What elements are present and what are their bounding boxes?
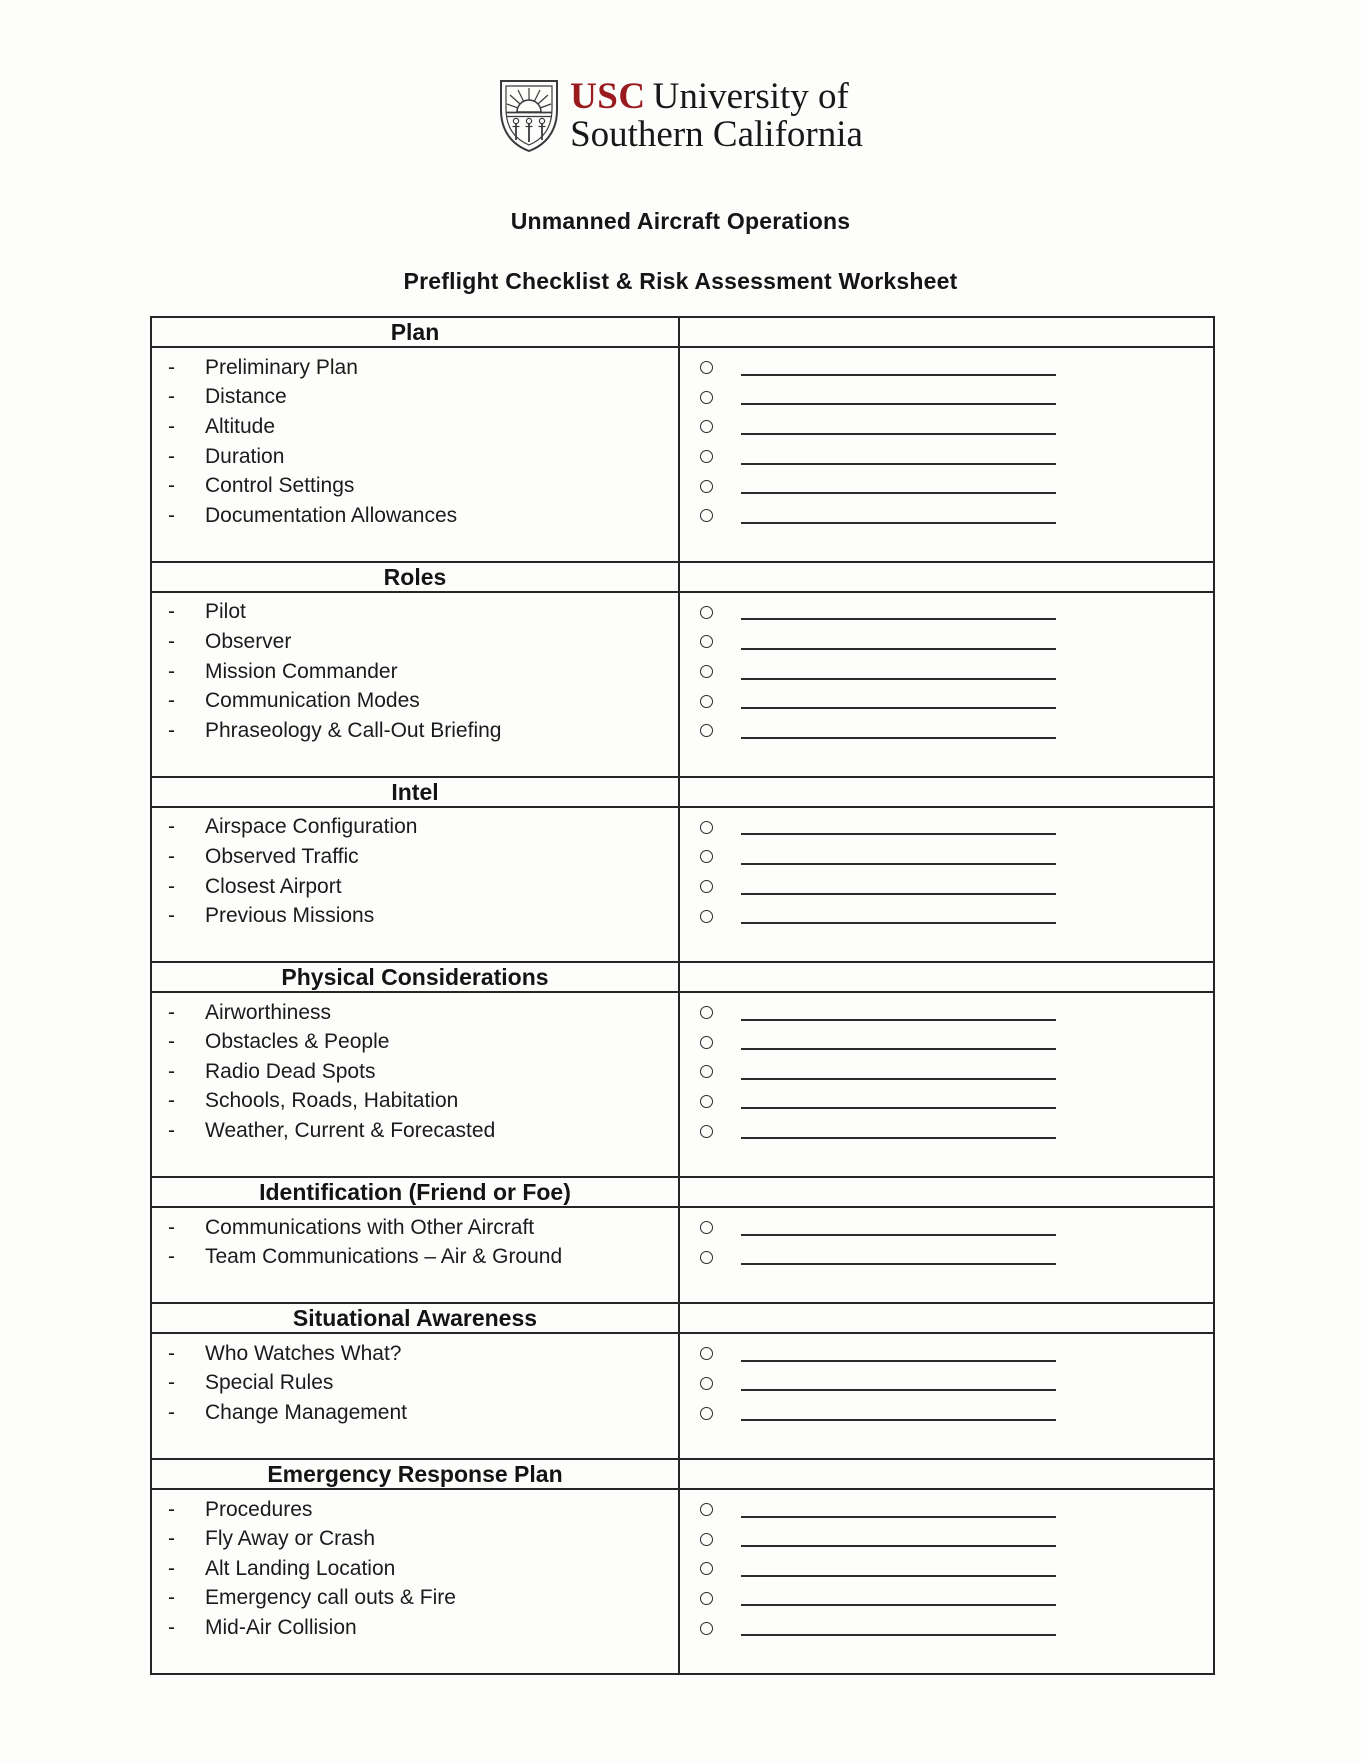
checklist-item [152, 872, 678, 902]
dash-bullet-icon: - [168, 1215, 175, 1239]
section-body-row [152, 1208, 1213, 1302]
dash-bullet-icon: - [168, 444, 175, 468]
section-answer-list [680, 348, 1213, 561]
checklist-section [152, 561, 1213, 776]
answer-slot [680, 1584, 1213, 1614]
dash-bullet-icon: - [168, 385, 175, 409]
answer-slot [680, 1613, 1213, 1643]
checklist-item [152, 353, 678, 383]
checklist-item [152, 813, 678, 843]
section-title: Intel [152, 778, 680, 806]
circle-bullet-icon [700, 1251, 713, 1264]
checklist-item-label: Procedures [205, 1497, 313, 1521]
answer-slot [680, 598, 1213, 628]
section-answer-list [680, 1208, 1213, 1302]
blank-answer-line [741, 678, 1056, 680]
checklist-item-label: Weather, Current & Forecasted [205, 1119, 496, 1143]
answer-slot [680, 1398, 1213, 1428]
blank-answer-line [741, 1604, 1056, 1606]
circle-bullet-icon [700, 724, 713, 737]
circle-bullet-icon [700, 821, 713, 834]
blank-answer-line [741, 492, 1056, 494]
checklist-item [152, 1524, 678, 1554]
blank-answer-line [741, 1019, 1056, 1021]
circle-bullet-icon [700, 450, 713, 463]
checklist-item [152, 686, 678, 716]
checklist-item-label: Mission Commander [205, 659, 398, 683]
checklist-item [152, 383, 678, 413]
circle-bullet-icon [700, 1221, 713, 1234]
dash-bullet-icon: - [168, 1000, 175, 1024]
blank-answer-line [741, 522, 1056, 524]
section-body-row [152, 1490, 1213, 1673]
university-name-line2: Southern California [570, 114, 863, 155]
section-item-list [152, 1490, 680, 1673]
answer-slot [680, 1242, 1213, 1272]
checklist-item [152, 1339, 678, 1369]
answer-slot [680, 1087, 1213, 1117]
checklist-item-label: Phraseology & Call-Out Briefing [205, 718, 502, 742]
dash-bullet-icon: - [168, 414, 175, 438]
dash-bullet-icon: - [168, 1030, 175, 1054]
section-item-list [152, 808, 680, 961]
circle-bullet-icon [700, 509, 713, 522]
circle-bullet-icon [700, 1407, 713, 1420]
checklist-item-label: Airspace Configuration [205, 815, 418, 839]
circle-bullet-icon [700, 606, 713, 619]
dash-bullet-icon: - [168, 1059, 175, 1083]
checklist-item-label: Mid-Air Collision [205, 1616, 357, 1640]
checklist-item-label: Airworthiness [205, 1000, 332, 1024]
dash-bullet-icon: - [168, 474, 175, 498]
checklist-item-label: Communication Modes [205, 689, 420, 713]
circle-bullet-icon [700, 695, 713, 708]
checklist-item-label: Obstacles & People [205, 1030, 390, 1054]
blank-answer-line [741, 1078, 1056, 1080]
answer-slot [680, 998, 1213, 1028]
circle-bullet-icon [700, 1533, 713, 1546]
checklist-item-label: Documentation Allowances [205, 503, 458, 527]
checklist-item [152, 657, 678, 687]
checklist-item [152, 501, 678, 531]
usc-wordmark [570, 78, 863, 154]
section-header-row [152, 318, 1213, 348]
circle-bullet-icon [700, 635, 713, 648]
section-header-row [152, 1458, 1213, 1490]
checklist-item [152, 716, 678, 746]
section-title: Physical Considerations [152, 963, 680, 991]
dash-bullet-icon: - [168, 659, 175, 683]
blank-answer-line [741, 1419, 1056, 1421]
answer-slot [680, 627, 1213, 657]
checklist-section [152, 1302, 1213, 1458]
section-answer-list [680, 1490, 1213, 1673]
section-title: Roles [152, 563, 680, 591]
section-item-list [152, 1208, 680, 1302]
checklist-item [152, 1213, 678, 1243]
dash-bullet-icon: - [168, 1616, 175, 1640]
usc-shield-icon [498, 78, 560, 154]
circle-bullet-icon [700, 1036, 713, 1049]
circle-bullet-icon [700, 1377, 713, 1390]
checklist-item-label: Alt Landing Location [205, 1556, 396, 1580]
circle-bullet-icon [700, 420, 713, 433]
checklist-section [152, 1176, 1213, 1302]
dash-bullet-icon: - [168, 1341, 175, 1365]
answer-slot [680, 1028, 1213, 1058]
checklist-item [152, 842, 678, 872]
checklist-item-label: Emergency call outs & Fire [205, 1586, 456, 1610]
dash-bullet-icon: - [168, 1556, 175, 1580]
answer-slot [680, 657, 1213, 687]
checklist-section [152, 1458, 1213, 1673]
checklist-item [152, 1554, 678, 1584]
circle-bullet-icon [700, 1125, 713, 1138]
answer-slot [680, 1369, 1213, 1399]
blank-answer-line [741, 1048, 1056, 1050]
answer-slot [680, 872, 1213, 902]
answer-slot [680, 1554, 1213, 1584]
usc-acronym: USC [570, 76, 646, 117]
blank-answer-line [741, 1107, 1056, 1109]
checklist-item [152, 598, 678, 628]
document-title: Unmanned Aircraft Operations [510, 208, 851, 234]
circle-bullet-icon [700, 880, 713, 893]
checklist-item-label: Special Rules [205, 1371, 334, 1395]
section-item-list [152, 593, 680, 776]
checklist-item-label: Fly Away or Crash [205, 1527, 375, 1551]
blank-answer-line [741, 922, 1056, 924]
answer-slot [680, 813, 1213, 843]
blank-answer-line [741, 433, 1056, 435]
blank-answer-line [741, 618, 1056, 620]
section-answer-list [680, 1334, 1213, 1458]
section-body-row [152, 593, 1213, 776]
circle-bullet-icon [700, 1065, 713, 1078]
checklist-item [152, 1398, 678, 1428]
section-header-row [152, 776, 1213, 808]
answer-slot [680, 1116, 1213, 1146]
dash-bullet-icon: - [168, 600, 175, 624]
answer-slot [680, 501, 1213, 531]
checklist-item-label: Previous Missions [205, 904, 375, 928]
section-header-row [152, 561, 1213, 593]
university-name-line1: University of [652, 76, 849, 117]
section-body-row [152, 808, 1213, 961]
circle-bullet-icon [700, 1006, 713, 1019]
section-header-blank-cell [680, 318, 1213, 346]
section-header-row [152, 1176, 1213, 1208]
blank-answer-line [741, 833, 1056, 835]
circle-bullet-icon [700, 1592, 713, 1605]
checklist-item [152, 1613, 678, 1643]
section-answer-list [680, 593, 1213, 776]
blank-answer-line [741, 1545, 1056, 1547]
checklist-item [152, 1369, 678, 1399]
answer-slot [680, 1339, 1213, 1369]
dash-bullet-icon: - [168, 1401, 175, 1425]
checklist-item-label: Communications with Other Aircraft [205, 1215, 535, 1239]
blank-answer-line [741, 1575, 1056, 1577]
section-header-row [152, 961, 1213, 993]
checklist-item-label: Duration [205, 444, 285, 468]
checklist-item [152, 471, 678, 501]
checklist-item [152, 998, 678, 1028]
blank-answer-line [741, 1263, 1056, 1265]
dash-bullet-icon: - [168, 1497, 175, 1521]
checklist-item-label: Pilot [205, 600, 246, 624]
answer-slot [680, 1524, 1213, 1554]
circle-bullet-icon [700, 480, 713, 493]
answer-slot [680, 1213, 1213, 1243]
blank-answer-line [741, 863, 1056, 865]
checklist-item [152, 1028, 678, 1058]
checklist-item-label: Preliminary Plan [205, 355, 358, 379]
section-body-row [152, 993, 1213, 1176]
answer-slot [680, 412, 1213, 442]
blank-answer-line [741, 1634, 1056, 1636]
circle-bullet-icon [700, 391, 713, 404]
section-header-row [152, 1302, 1213, 1334]
section-answer-list [680, 808, 1213, 961]
blank-answer-line [741, 707, 1056, 709]
dash-bullet-icon: - [168, 904, 175, 928]
circle-bullet-icon [700, 1503, 713, 1516]
blank-answer-line [741, 1234, 1056, 1236]
checklist-item-label: Distance [205, 385, 287, 409]
checklist-item [152, 1057, 678, 1087]
checklist-item [152, 1495, 678, 1525]
section-header-blank-cell [680, 778, 1213, 806]
section-title: Situational Awareness [152, 1304, 680, 1332]
checklist-item [152, 1116, 678, 1146]
checklist-item-label: Change Management [205, 1401, 407, 1425]
section-answer-list [680, 993, 1213, 1176]
circle-bullet-icon [700, 1095, 713, 1108]
checklist-item-label: Observer [205, 629, 292, 653]
answer-slot [680, 471, 1213, 501]
section-item-list [152, 348, 680, 561]
answer-slot [680, 1495, 1213, 1525]
section-body-row [152, 1334, 1213, 1458]
blank-answer-line [741, 1389, 1056, 1391]
checklist-item [152, 627, 678, 657]
checklist-item [152, 442, 678, 472]
answer-slot [680, 716, 1213, 746]
usc-logo [0, 78, 1361, 154]
checklist-item-label: Radio Dead Spots [205, 1059, 376, 1083]
blank-answer-line [741, 374, 1056, 376]
checklist-item-label: Control Settings [205, 474, 355, 498]
circle-bullet-icon [700, 850, 713, 863]
blank-answer-line [741, 737, 1056, 739]
dash-bullet-icon: - [168, 874, 175, 898]
checklist-item-label: Observed Traffic [205, 844, 359, 868]
section-header-blank-cell [680, 1178, 1213, 1206]
blank-answer-line [741, 648, 1056, 650]
dash-bullet-icon: - [168, 1245, 175, 1269]
section-header-blank-cell [680, 1304, 1213, 1332]
answer-slot [680, 383, 1213, 413]
section-header-blank-cell [680, 563, 1213, 591]
dash-bullet-icon: - [168, 1089, 175, 1113]
dash-bullet-icon: - [168, 718, 175, 742]
checklist-section [152, 776, 1213, 961]
circle-bullet-icon [700, 361, 713, 374]
dash-bullet-icon: - [168, 629, 175, 653]
checklist-table [150, 316, 1215, 1675]
checklist-item [152, 1584, 678, 1614]
blank-answer-line [741, 1360, 1056, 1362]
blank-answer-line [741, 1516, 1056, 1518]
section-title: Emergency Response Plan [152, 1460, 680, 1488]
checklist-item-label: Who Watches What? [205, 1341, 402, 1365]
checklist-item [152, 1087, 678, 1117]
section-header-blank-cell [680, 963, 1213, 991]
document-subtitle: Preflight Checklist & Risk Assessment Worksheet [403, 268, 958, 294]
section-header-blank-cell [680, 1460, 1213, 1488]
dash-bullet-icon: - [168, 844, 175, 868]
checklist-item [152, 1242, 678, 1272]
circle-bullet-icon [700, 1347, 713, 1360]
section-body-row [152, 348, 1213, 561]
circle-bullet-icon [700, 1562, 713, 1575]
section-title: Plan [152, 318, 680, 346]
circle-bullet-icon [700, 1622, 713, 1635]
dash-bullet-icon: - [168, 355, 175, 379]
checklist-item [152, 412, 678, 442]
checklist-item-label: Altitude [205, 414, 276, 438]
checklist-item-label: Team Communications – Air & Ground [205, 1245, 563, 1269]
section-item-list [152, 993, 680, 1176]
blank-answer-line [741, 463, 1056, 465]
answer-slot [680, 901, 1213, 931]
checklist-item-label: Schools, Roads, Habitation [205, 1089, 459, 1113]
blank-answer-line [741, 893, 1056, 895]
answer-slot [680, 353, 1213, 383]
blank-answer-line [741, 1137, 1056, 1139]
section-item-list [152, 1334, 680, 1458]
dash-bullet-icon: - [168, 689, 175, 713]
dash-bullet-icon: - [168, 503, 175, 527]
dash-bullet-icon: - [168, 815, 175, 839]
circle-bullet-icon [700, 665, 713, 678]
dash-bullet-icon: - [168, 1586, 175, 1610]
checklist-item-label: Closest Airport [205, 874, 342, 898]
checklist-section [152, 318, 1213, 561]
section-title: Identification (Friend or Foe) [152, 1178, 680, 1206]
dash-bullet-icon: - [168, 1371, 175, 1395]
dash-bullet-icon: - [168, 1527, 175, 1551]
dash-bullet-icon: - [168, 1119, 175, 1143]
answer-slot [680, 442, 1213, 472]
answer-slot [680, 686, 1213, 716]
circle-bullet-icon [700, 910, 713, 923]
answer-slot [680, 1057, 1213, 1087]
answer-slot [680, 842, 1213, 872]
checklist-section [152, 961, 1213, 1176]
blank-answer-line [741, 403, 1056, 405]
checklist-item [152, 901, 678, 931]
